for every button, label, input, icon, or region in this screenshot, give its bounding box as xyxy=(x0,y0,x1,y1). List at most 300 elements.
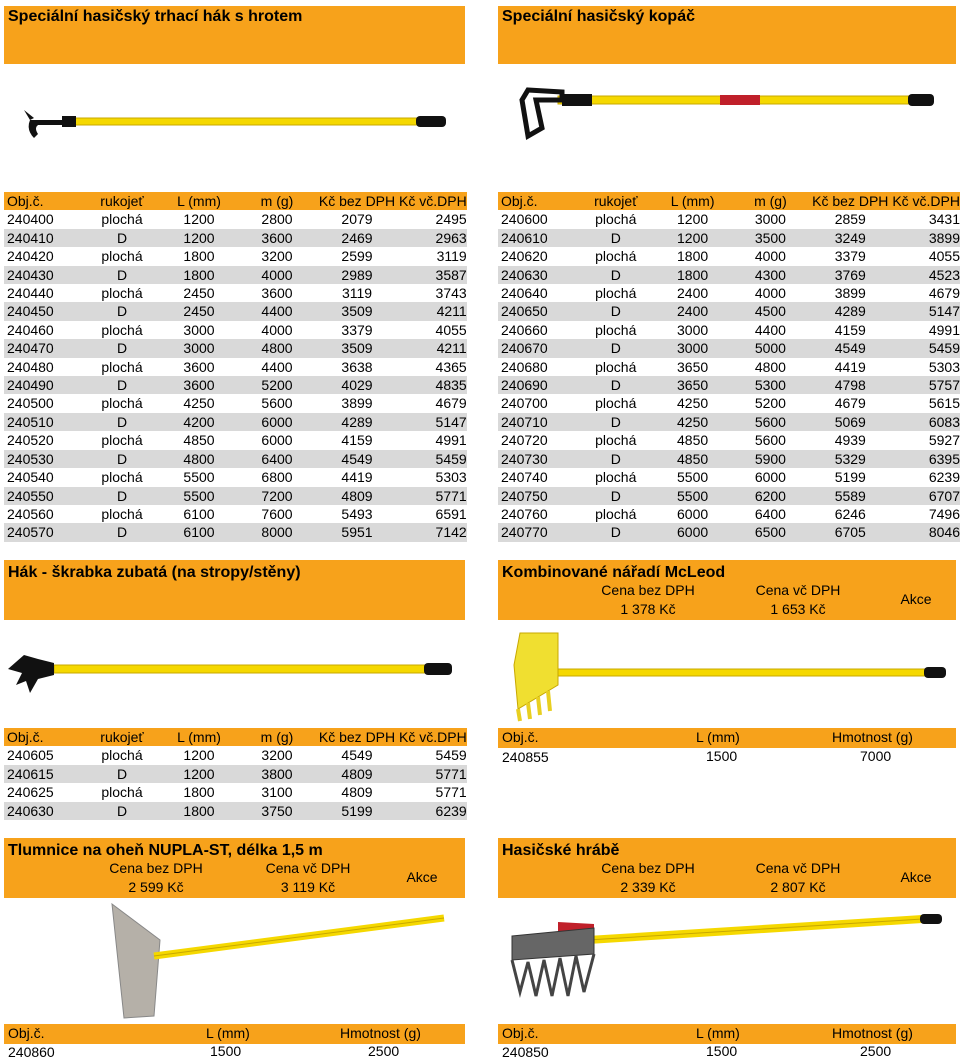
table-cell: 3800 xyxy=(239,765,315,783)
table-cell: 5500 xyxy=(159,468,239,486)
column-header: Obj.č. xyxy=(498,192,579,210)
table-hrabe xyxy=(498,1024,956,1061)
table-cell: 4300 xyxy=(733,266,809,284)
table-row xyxy=(498,505,960,523)
table-row xyxy=(498,394,960,412)
table-cell: 4679 xyxy=(892,284,960,302)
table-cell: 3769 xyxy=(808,266,892,284)
table-cell: 5147 xyxy=(892,302,960,320)
table-cell: 3600 xyxy=(159,358,239,376)
table-row xyxy=(4,505,467,523)
table-cell: 5771 xyxy=(399,487,467,505)
table-cell: 4500 xyxy=(733,302,809,320)
table-cell: 4939 xyxy=(808,431,892,449)
table-cell: 2400 xyxy=(653,284,733,302)
table-cell: 240730 xyxy=(498,450,579,468)
table-cell: 4400 xyxy=(239,358,315,376)
table-cell: 4250 xyxy=(159,394,239,412)
table-hak-skrabka xyxy=(4,728,467,820)
table-cell: 4289 xyxy=(315,413,399,431)
table-cell: 3000 xyxy=(733,210,809,228)
table-cell: 1800 xyxy=(653,247,733,265)
panel-title: Hasičské hrábě xyxy=(502,842,620,859)
cell-l: 1500 xyxy=(706,748,738,764)
table-cell: 240400 xyxy=(4,210,85,228)
table-cell: 6000 xyxy=(653,505,733,523)
table-cell: 3600 xyxy=(239,229,315,247)
panel-header-trhaci-hak xyxy=(4,6,465,64)
table-cell: 4055 xyxy=(399,321,467,339)
column-header: L (mm) xyxy=(159,728,239,746)
table-cell: plochá xyxy=(579,468,653,486)
table-cell: plochá xyxy=(579,358,653,376)
price-vc-dph: 1 653 Kč xyxy=(770,601,826,617)
column-header: Obj.č. xyxy=(4,728,85,746)
table-cell: plochá xyxy=(85,210,159,228)
table-row xyxy=(4,413,467,431)
table-cell: 7200 xyxy=(239,487,315,505)
table-cell: 3509 xyxy=(315,302,399,320)
table-cell: 240520 xyxy=(4,431,85,449)
price-vc-dph: 3 119 Kč xyxy=(280,879,336,895)
table-row xyxy=(498,413,960,431)
table-cell: 1200 xyxy=(653,210,733,228)
table-cell: 5147 xyxy=(399,413,467,431)
table-cell: 5459 xyxy=(399,450,467,468)
table-cell: 240530 xyxy=(4,450,85,468)
table-cell: 4549 xyxy=(808,339,892,357)
price-header-akce: Akce xyxy=(900,591,932,607)
table-row xyxy=(4,321,467,339)
table-cell: D xyxy=(579,376,653,394)
table-tlumnice xyxy=(4,1024,465,1061)
table-cell: 3743 xyxy=(399,284,467,302)
table-cell: 6000 xyxy=(653,523,733,541)
table-cell: 3500 xyxy=(733,229,809,247)
table-cell: 4029 xyxy=(315,376,399,394)
table-cell: 240720 xyxy=(498,431,579,449)
table-cell: D xyxy=(579,450,653,468)
table-row xyxy=(4,468,467,486)
table-cell: 4159 xyxy=(315,431,399,449)
table-cell: 6100 xyxy=(159,523,239,541)
table-cell: 2989 xyxy=(315,266,399,284)
table-cell: 240700 xyxy=(498,394,579,412)
table-cell: D xyxy=(85,487,159,505)
table-cell: 5757 xyxy=(892,376,960,394)
table-cell: 240570 xyxy=(4,523,85,541)
price-box xyxy=(498,582,956,618)
table-cell: 240540 xyxy=(4,468,85,486)
table-cell: 3431 xyxy=(892,210,960,228)
table-cell: 4211 xyxy=(399,302,467,320)
table-cell: 4400 xyxy=(733,321,809,339)
table-cell: 6246 xyxy=(808,505,892,523)
table-cell: 5303 xyxy=(399,468,467,486)
table-cell: 6239 xyxy=(399,802,467,820)
table-cell: 3100 xyxy=(239,783,315,801)
hrabe-image xyxy=(498,900,956,1024)
table-cell: 5329 xyxy=(808,450,892,468)
table-cell: D xyxy=(85,302,159,320)
table-cell: 4400 xyxy=(239,302,315,320)
table-cell: 3000 xyxy=(159,321,239,339)
table-cell: 3750 xyxy=(239,802,315,820)
col-header-l: L (mm) xyxy=(696,1025,740,1041)
table-cell: 240750 xyxy=(498,487,579,505)
table-cell: 1800 xyxy=(159,783,239,801)
table-cell: 2963 xyxy=(399,229,467,247)
table-cell: 3200 xyxy=(239,247,315,265)
table-cell: 4549 xyxy=(315,746,399,764)
table-cell: 3600 xyxy=(239,284,315,302)
table-cell: 240630 xyxy=(4,802,85,820)
table-cell: 4850 xyxy=(653,450,733,468)
table-cell: 3119 xyxy=(315,284,399,302)
table-cell: 2859 xyxy=(808,210,892,228)
panel-title: Hák - škrabka zubatá (na stropy/stěny) xyxy=(8,564,301,581)
table-cell: 3379 xyxy=(808,247,892,265)
table-cell: 1800 xyxy=(159,266,239,284)
table-cell: D xyxy=(85,339,159,357)
tlumnice-image xyxy=(4,900,465,1024)
table-cell: 5200 xyxy=(733,394,809,412)
table-cell: 6200 xyxy=(733,487,809,505)
price-bez-dph: 2 339 Kč xyxy=(620,879,676,895)
table-cell: 240770 xyxy=(498,523,579,541)
table-row xyxy=(4,376,467,394)
table-cell: 240710 xyxy=(498,413,579,431)
table-cell: 6707 xyxy=(892,487,960,505)
table-cell: 2450 xyxy=(159,302,239,320)
table-cell: 4419 xyxy=(315,468,399,486)
table-cell: 6705 xyxy=(808,523,892,541)
table-row xyxy=(498,302,960,320)
cell-l: 1500 xyxy=(706,1043,738,1059)
table-cell: plochá xyxy=(579,210,653,228)
table-cell: 4850 xyxy=(159,431,239,449)
table-cell: 6000 xyxy=(239,431,315,449)
table-cell: 4365 xyxy=(399,358,467,376)
table-cell: 240660 xyxy=(498,321,579,339)
table-row xyxy=(4,523,467,541)
table-cell: 7600 xyxy=(239,505,315,523)
price-box xyxy=(498,860,956,896)
table-cell: 3000 xyxy=(653,339,733,357)
table-cell: plochá xyxy=(579,247,653,265)
table-cell: D xyxy=(85,229,159,247)
table-cell: 8046 xyxy=(892,523,960,541)
table-cell: 4809 xyxy=(315,783,399,801)
table-row xyxy=(4,339,467,357)
table-cell: 3899 xyxy=(892,229,960,247)
table-cell: 3587 xyxy=(399,266,467,284)
table-cell: 3249 xyxy=(808,229,892,247)
table-cell: 4991 xyxy=(892,321,960,339)
table-cell: 3650 xyxy=(653,358,733,376)
table-cell: plochá xyxy=(85,394,159,412)
column-header: Obj.č. xyxy=(4,192,85,210)
table-cell: plochá xyxy=(85,284,159,302)
table-cell: plochá xyxy=(85,358,159,376)
table-cell: plochá xyxy=(579,321,653,339)
table-cell: 2079 xyxy=(315,210,399,228)
table-row xyxy=(4,487,467,505)
table-row xyxy=(4,358,467,376)
table-cell: 4850 xyxy=(653,431,733,449)
table-cell: 3650 xyxy=(653,376,733,394)
table-cell: 240490 xyxy=(4,376,85,394)
price-bez-dph: 2 599 Kč xyxy=(128,879,184,895)
table-cell: D xyxy=(85,450,159,468)
table-cell: 3638 xyxy=(315,358,399,376)
table-cell: 4809 xyxy=(315,487,399,505)
table-row xyxy=(4,284,467,302)
table-cell: 5951 xyxy=(315,523,399,541)
table-cell: 7142 xyxy=(399,523,467,541)
table-cell: 4419 xyxy=(808,358,892,376)
table-cell: 2400 xyxy=(653,302,733,320)
col-header-hmotnost: Hmotnost (g) xyxy=(340,1025,421,1041)
table-cell: 240460 xyxy=(4,321,85,339)
table-cell: 4800 xyxy=(733,358,809,376)
table-cell: 4159 xyxy=(808,321,892,339)
cell-obj: 240855 xyxy=(502,749,549,765)
table-cell: 240510 xyxy=(4,413,85,431)
table-cell: 5459 xyxy=(892,339,960,357)
table-cell: 4798 xyxy=(808,376,892,394)
table-cell: 5589 xyxy=(808,487,892,505)
table-cell: plochá xyxy=(85,783,159,801)
table-cell: D xyxy=(579,339,653,357)
price-vc-dph: 2 807 Kč xyxy=(770,879,826,895)
table-cell: 6500 xyxy=(733,523,809,541)
table-cell: 5900 xyxy=(733,450,809,468)
table-cell: plochá xyxy=(579,394,653,412)
table-cell: 240670 xyxy=(498,339,579,357)
table-cell: 4000 xyxy=(239,321,315,339)
column-header: rukojeť xyxy=(85,192,159,210)
table-cell: 240620 xyxy=(498,247,579,265)
table-cell: 3899 xyxy=(808,284,892,302)
table-cell: 240680 xyxy=(498,358,579,376)
table-cell: D xyxy=(85,413,159,431)
table-row xyxy=(4,783,467,801)
table-row xyxy=(4,302,467,320)
table-cell: 6395 xyxy=(892,450,960,468)
table-cell: 2800 xyxy=(239,210,315,228)
table-cell: 5500 xyxy=(653,468,733,486)
table-cell: D xyxy=(85,266,159,284)
table-cell: 4250 xyxy=(653,413,733,431)
table-cell: 4809 xyxy=(315,765,399,783)
table-cell: 240625 xyxy=(4,783,85,801)
column-header: m (g) xyxy=(733,192,809,210)
table-cell: 3200 xyxy=(239,746,315,764)
column-header: m (g) xyxy=(239,728,315,746)
column-header: rukojeť xyxy=(579,192,653,210)
table-cell: 6000 xyxy=(733,468,809,486)
price-header-vc-dph: Cena vč DPH xyxy=(755,582,841,598)
column-header: Kč vč.DPH xyxy=(892,193,960,209)
table-cell: 240740 xyxy=(498,468,579,486)
table-cell: 240420 xyxy=(4,247,85,265)
column-header: m (g) xyxy=(239,192,315,210)
table-cell: 5300 xyxy=(733,376,809,394)
table-cell: D xyxy=(85,376,159,394)
table-header-row xyxy=(4,192,467,210)
table-row xyxy=(498,376,960,394)
table-header-row xyxy=(498,192,960,210)
price-bez-dph: 1 378 Kč xyxy=(620,601,676,617)
table-cell: 1200 xyxy=(159,746,239,764)
table-cell: 2495 xyxy=(399,210,467,228)
table-cell: 8000 xyxy=(239,523,315,541)
table-cell: 6400 xyxy=(733,505,809,523)
table-row xyxy=(498,247,960,265)
table-row xyxy=(4,765,467,783)
table-cell: D xyxy=(579,302,653,320)
trhaci-hak-image xyxy=(4,70,465,190)
price-header-bez-dph: Cena bez DPH xyxy=(601,860,695,876)
table-cell: 4000 xyxy=(733,247,809,265)
table-cell: 4211 xyxy=(399,339,467,357)
table-cell: 1800 xyxy=(653,266,733,284)
col-header-obj: Obj.č. xyxy=(502,729,539,745)
table-trhaci-hak xyxy=(4,192,467,542)
table-cell: 3379 xyxy=(315,321,399,339)
table-row xyxy=(498,321,960,339)
table-row xyxy=(4,394,467,412)
table-row xyxy=(4,450,467,468)
table-cell: 240430 xyxy=(4,266,85,284)
table-cell: D xyxy=(579,487,653,505)
table-cell: 240440 xyxy=(4,284,85,302)
table-cell: 1200 xyxy=(159,210,239,228)
table-row xyxy=(4,431,467,449)
table-cell: 240410 xyxy=(4,229,85,247)
table-cell: 6000 xyxy=(239,413,315,431)
panel-title: Kombinované nářadí McLeod xyxy=(502,564,726,581)
table-row xyxy=(498,266,960,284)
table-row xyxy=(498,450,960,468)
table-cell: 1200 xyxy=(159,229,239,247)
column-header: Kč bez DPH xyxy=(315,192,399,210)
table-cell: plochá xyxy=(85,431,159,449)
table-cell: 240615 xyxy=(4,765,85,783)
table-row xyxy=(498,358,960,376)
table-cell: 1200 xyxy=(159,765,239,783)
table-cell: 240550 xyxy=(4,487,85,505)
column-header: L (mm) xyxy=(159,192,239,210)
col-header-hmotnost: Hmotnost (g) xyxy=(832,1025,913,1041)
table-cell: 1800 xyxy=(159,247,239,265)
table-cell: 6400 xyxy=(239,450,315,468)
cell-obj: 240860 xyxy=(8,1044,55,1060)
table-cell: D xyxy=(85,802,159,820)
table-cell: 4679 xyxy=(399,394,467,412)
table-cell: 1800 xyxy=(159,802,239,820)
cell-l: 1500 xyxy=(210,1043,242,1059)
table-row xyxy=(4,229,467,247)
table-header-row xyxy=(4,728,467,746)
table-cell: 3509 xyxy=(315,339,399,357)
mcleod-image xyxy=(498,625,956,725)
table-cell: 4991 xyxy=(399,431,467,449)
column-header: rukojeť xyxy=(85,728,159,746)
table-cell: 6083 xyxy=(892,413,960,431)
cell-hmotnost: 7000 xyxy=(860,748,892,764)
table-cell: D xyxy=(579,413,653,431)
table-cell: 4000 xyxy=(239,266,315,284)
table-cell: D xyxy=(85,523,159,541)
table-cell: 4800 xyxy=(239,339,315,357)
table-cell: 5303 xyxy=(892,358,960,376)
table-cell: 3119 xyxy=(399,247,467,265)
table-cell: 6591 xyxy=(399,505,467,523)
table-cell: 2450 xyxy=(159,284,239,302)
table-row xyxy=(498,210,960,228)
table-cell: 4835 xyxy=(399,376,467,394)
panel-header-hrabe xyxy=(498,838,956,898)
table-row xyxy=(498,284,960,302)
column-header: Kč bez DPH xyxy=(808,192,892,210)
cell-hmotnost: 2500 xyxy=(860,1043,892,1059)
kopac-image xyxy=(498,70,956,190)
price-header-vc-dph: Cena vč DPH xyxy=(755,860,841,876)
table-cell: plochá xyxy=(579,284,653,302)
table-cell: D xyxy=(579,523,653,541)
table-row xyxy=(498,339,960,357)
table-cell: 240610 xyxy=(498,229,579,247)
table-cell: 5459 xyxy=(399,746,467,764)
table-cell: 5493 xyxy=(315,505,399,523)
table-mcleod xyxy=(498,728,956,768)
table-cell: 5500 xyxy=(159,487,239,505)
table-cell: 2469 xyxy=(315,229,399,247)
price-header-akce: Akce xyxy=(406,869,438,885)
table-cell: 240630 xyxy=(498,266,579,284)
column-header: L (mm) xyxy=(653,192,733,210)
table-cell: 5615 xyxy=(892,394,960,412)
table-cell: 240600 xyxy=(498,210,579,228)
table-row xyxy=(498,468,960,486)
table-cell: 1200 xyxy=(653,229,733,247)
table-row xyxy=(498,431,960,449)
table-cell: 5771 xyxy=(399,765,467,783)
table-cell: 5500 xyxy=(653,487,733,505)
price-header-akce: Akce xyxy=(900,869,932,885)
table-row xyxy=(4,247,467,265)
table-cell: 240480 xyxy=(4,358,85,376)
table-cell: 5600 xyxy=(239,394,315,412)
panel-header-kopac xyxy=(498,6,956,64)
table-cell: 6100 xyxy=(159,505,239,523)
price-header-vc-dph: Cena vč DPH xyxy=(265,860,351,876)
table-cell: 6800 xyxy=(239,468,315,486)
table-cell: 240500 xyxy=(4,394,85,412)
table-cell: plochá xyxy=(85,505,159,523)
col-header-hmotnost: Hmotnost (g) xyxy=(832,729,913,745)
table-cell: 3000 xyxy=(653,321,733,339)
table-cell: 5200 xyxy=(239,376,315,394)
table-kopac xyxy=(498,192,960,542)
table-cell: 5199 xyxy=(808,468,892,486)
table-cell: 240560 xyxy=(4,505,85,523)
table-cell: 4250 xyxy=(653,394,733,412)
column-header: Kč vč.DPH xyxy=(399,729,467,745)
table-cell: 4200 xyxy=(159,413,239,431)
